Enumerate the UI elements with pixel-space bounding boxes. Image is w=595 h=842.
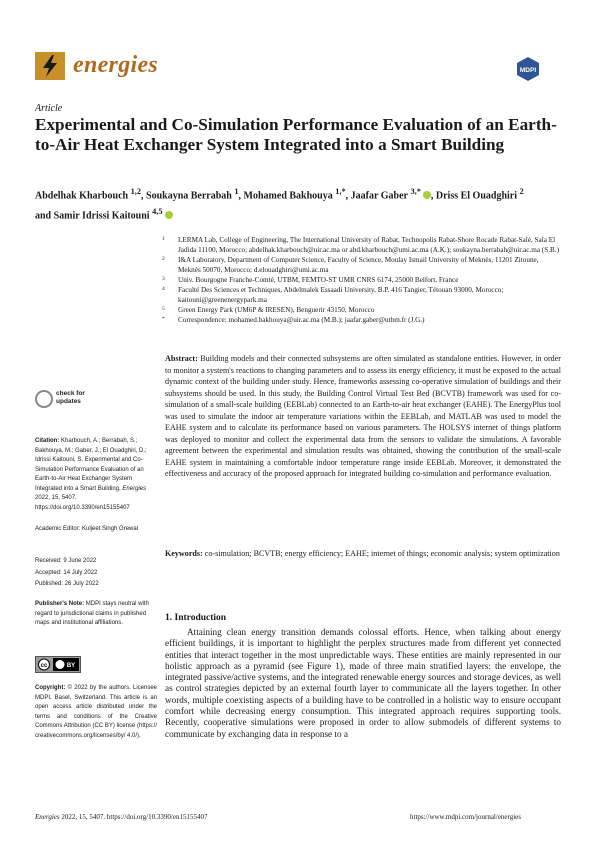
- footer-citation: [35, 813, 207, 821]
- article-title: Experimental and Co-Simulation Performance Evaluation of an Earth-to-Air Heat Exchanger System Integrated into a Smart Building: [35, 115, 557, 154]
- svg-text:cc: cc: [40, 663, 48, 669]
- author-name: Abdelhak Kharbouch: [35, 190, 129, 202]
- check-updates-line1: check for: [56, 390, 85, 397]
- author-separator: ,: [430, 190, 436, 202]
- journal-logo-icon: [35, 52, 65, 80]
- affiliation-text: Correspondence: mohamed.bakhouya@uir.ac.ma (M.B.); jaafar.gaber@utbm.fr (J.G.): [178, 316, 425, 324]
- author-affiliation-sup: 1,2: [130, 187, 142, 196]
- affiliation-text: Green Energy Park (UM6P & IRESEN), Benguerir 43150, Morocco: [178, 306, 375, 314]
- affiliation-item: [162, 275, 562, 285]
- affiliation-number: 2: [162, 256, 165, 262]
- affiliation-item: [162, 285, 562, 305]
- orcid-icon[interactable]: [165, 211, 173, 219]
- cc-by-license-icon[interactable]: [35, 656, 81, 673]
- check-updates-line2: updates: [56, 398, 81, 405]
- affiliation-text: LERMA Lab, College of Engineering, The International University of Rabat, Technopolis Rabat-Shore Rocade Rabat-Salé, Sala El Jadida 11100, Morocco; abdelhak.kharbouch@uir.ac.ma or abd.kharbouch@umi.ac.ma (A.K.); soukayna.berrabah@uir.ac.ma (S.B.): [178, 236, 559, 254]
- abstract-text: Building models and their connected subsystems are often simulated as standalone entities. However, in order to monitor a system's reactions to changing parameters and to assess its energy efficiency, it must be exposed to the actual dynamic context of the building under study. Hence, frameworks assessing co-operative simulation of buildings and their subsystems should be used. In this study, the Building Control Virtual Test Bed (BCVTB) framework was used for co-simulation of a small-scale building (EEBLab) connected to an Earth-to-air heat exchanger (EAHE). The EnergyPlus tool was used to simulate the indoor air temperature variations within the EEBLab, and MATLAB was used to model the EAHE system and to calculate its performance based on various parameters. The HOLSYS internet of things platform was deployed to monitor and collect the experimental data from the sensors to validate the simulations. A favorable agreement between the experimental and simulation results was obtained, showing the contribution of the small-scale EAHE system in maintaining a comfortable indoor temperature range inside EEBLab. Moreover, it demonstrated the effectiveness and accuracy of the proposed approach for integrated building co-simulation and performance evaluation.: [165, 354, 561, 479]
- citation-journal: Energies: [122, 485, 147, 492]
- copyright-text: © 2022 by the authors. Licensee MDPI, Basel, Switzerland. This article is an open access article distributed under the terms and conditions of the Creative Commons Attribution (CC BY) license (https:// creativecommons.org/licenses/by/ 4.0/).: [35, 685, 158, 739]
- keywords-text: co-simulation; BCVTB; energy efficiency; EAHE; internet of things; economic analysis; system optimization: [204, 549, 560, 558]
- accepted-date: Accepted: 14 July 2022: [35, 569, 98, 576]
- affiliation-text: Faculté Des Sciences et Techniques, Abdelmalek Essaadi University, B.P. 416 Tangier, Tétouan 93000, Morocco; kaitouni@greenenergypark.ma: [178, 286, 504, 304]
- citation-block: [35, 437, 157, 513]
- affiliation-number: 4: [162, 286, 165, 292]
- keywords: [165, 548, 561, 560]
- section-heading: 1. Introduction: [165, 613, 227, 623]
- author-list: [35, 184, 575, 224]
- affiliation-item: [162, 255, 562, 275]
- affiliation-text: Univ. Bourgogne Franche-Comté, UTBM, FEMTO-ST UMR CNRS 6174, 25000 Belfort, France: [178, 276, 459, 284]
- orcid-icon[interactable]: [423, 191, 431, 199]
- author-separator: and: [35, 210, 54, 222]
- publisher-note-text: MDPI stays neutral with regard to jurisdictional claims in published maps and institutional affiliations.: [35, 601, 149, 626]
- affiliation-number: 3: [162, 276, 165, 282]
- affiliation-item: [162, 315, 562, 325]
- author-name: Jaafar Gaber: [350, 190, 408, 202]
- author-affiliation-sup: 1: [234, 187, 239, 196]
- affiliation-number: 1: [162, 236, 165, 242]
- author-name: Mohamed Bakhouya: [243, 190, 333, 202]
- author-separator: ,: [238, 190, 244, 202]
- publisher-note-label: Publisher's Note:: [35, 601, 85, 607]
- svg-text:BY: BY: [66, 663, 76, 669]
- footer-journal: Energies: [35, 813, 60, 821]
- footer-doi[interactable]: 2022, 15, 5407. https://doi.org/10.3390/en15155407: [61, 813, 208, 821]
- author-separator: ,: [345, 190, 351, 202]
- author-name: Soukayna Berrabah: [146, 190, 232, 202]
- check-for-updates-button[interactable]: [56, 390, 85, 406]
- received-date: Received: 9 June 2022: [35, 558, 97, 564]
- article-type: Article: [35, 103, 63, 114]
- affiliation-number: *: [162, 316, 165, 322]
- affiliations: [162, 235, 562, 325]
- published-date: Published: 26 July 2022: [35, 581, 99, 587]
- affiliation-text: I&A Laboratory, Department of Computer Science, Faculty of Science, Moulay Ismail University of Meknès, 11201 Zitoune, Meknès 50070, Morocco; d.elouadghiri@umi.ac.ma: [178, 256, 539, 274]
- citation-text: Kharbouch, A.; Berrabah, S.; Bakhouya, M.; Gaber, J.; El Ouadghiri, D.; Idrissi Kaitouni, S. Experimental and Co-Simulation Performance Evaluation of an Earth-to-Air Heat Exchanger System Integrated into a Smart Building.: [35, 438, 147, 492]
- affiliation-number: 5: [162, 306, 165, 312]
- lightning-bolt-icon: [35, 52, 65, 80]
- author-separator: ,: [141, 190, 147, 202]
- affiliation-item: [162, 305, 562, 315]
- journal-name: energies: [73, 52, 159, 78]
- author-affiliation-sup: 3,*: [410, 187, 421, 196]
- publication-dates: [35, 556, 157, 591]
- copyright: [35, 684, 157, 741]
- keywords-label: Keywords:: [165, 549, 203, 558]
- publisher-note: [35, 600, 157, 629]
- author-affiliation-sup: 2: [519, 187, 524, 196]
- author-name: Driss El Ouadghiri: [435, 190, 518, 202]
- mdpi-logo-text: MDPI: [519, 67, 537, 74]
- footer-journal-url[interactable]: https://www.mdpi.com/journal/energies: [410, 813, 522, 821]
- introduction-text: Attaining clean energy transition demands colossal efforts. Hence, when talking about energy efficient buildings, it is important to highlight the perplex structures made from different yet connected entities that interact together in the most unpredictable ways. These entities are mainly represented in our holistic approach as a pyramid (see Figure 1), made of three main stratified layers: the envelope, the integrated passive/active systems, and the integrated renewable energy sources and storage devices, as well as control strategies depicted by an external fourth layer to communicate all the layers together. In other words, multiple coexisting aspects of a building have to be controlled in a holistic way to ensure occupant comfort while decreasing energy consumption. This integrated approach requires supporting tools. Recently, cooperative simulations were proposed in order to allow submodels of different systems to communicate by exchanging data in response to a: [165, 627, 561, 739]
- mdpi-logo-icon: [515, 56, 541, 82]
- academic-editor: Academic Editor: Kuljeet Singh Grewal: [35, 526, 139, 532]
- abstract: [165, 353, 561, 480]
- affiliation-item: [162, 235, 562, 255]
- citation-label: Citation:: [35, 438, 60, 444]
- author-name: Samir Idrissi Kaitouni: [53, 210, 150, 222]
- check-for-updates-icon[interactable]: [35, 390, 53, 408]
- author-affiliation-sup: 4,5: [152, 206, 163, 216]
- citation-doi[interactable]: 2022, 15, 5407. https://doi.org/10.3390/en15155407: [35, 495, 130, 511]
- author-affiliation-sup: 1,*: [335, 187, 346, 196]
- abstract-label: Abstract:: [165, 354, 198, 363]
- copyright-label: Copyright:: [35, 685, 66, 691]
